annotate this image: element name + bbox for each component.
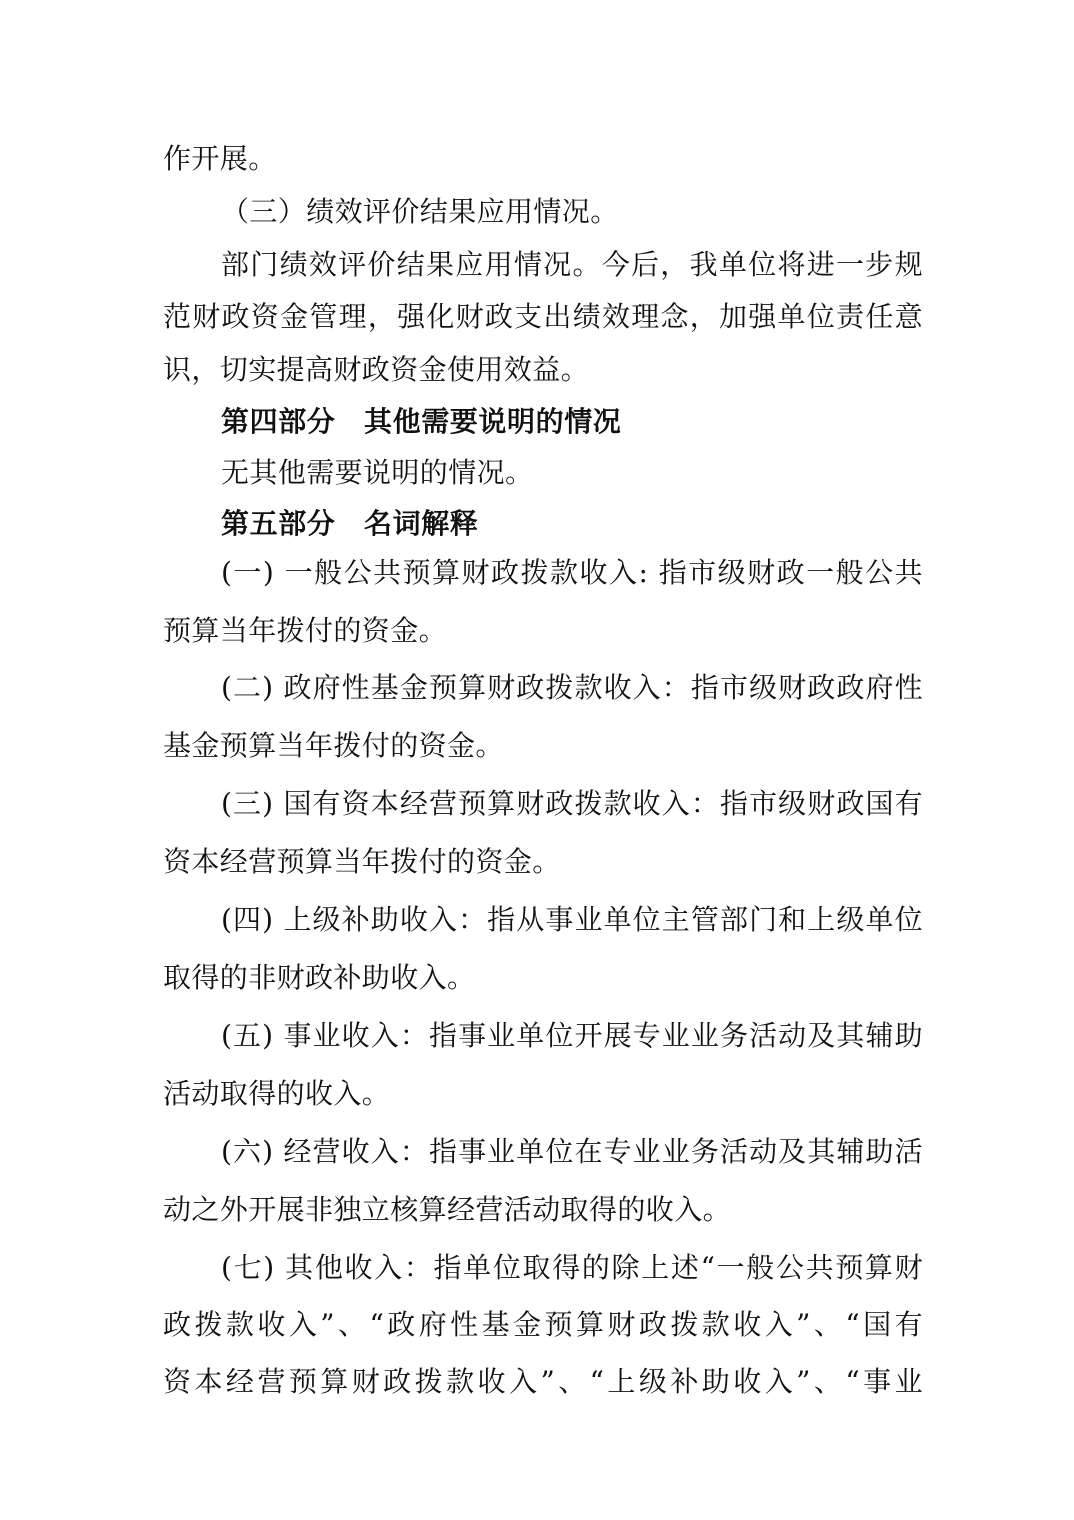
definition-line: (六) 经营收入：指事业单位在专业业务活动及其辅助活	[221, 1135, 923, 1168]
definition-line: (四) 上级补助收入：指从事业单位主管部门和上级单位	[221, 903, 923, 936]
definition-line: 活动取得的收入。	[163, 1077, 391, 1110]
subsection-heading: （三）绩效评价结果应用情况。	[221, 195, 619, 228]
definition-line: 动之外开展非独立核算经营活动取得的收入。	[163, 1193, 732, 1226]
paragraph-line: 范财政资金管理，强化财政支出绩效理念，加强单位责任意	[163, 300, 923, 333]
definition-line: 资本经营预算当年拨付的资金。	[163, 845, 561, 878]
section-heading-part-five: 第五部分 名词解释	[221, 507, 479, 540]
paragraph-line: 无其他需要说明的情况。	[221, 456, 534, 489]
paragraph-line: 识，切实提高财政资金使用效益。	[163, 353, 590, 386]
definition-line: 取得的非财政补助收入。	[163, 961, 476, 994]
definition-line: (一) 一般公共预算财政拨款收入: 指市级财政一般公共	[221, 556, 923, 589]
definition-line: 基金预算当年拨付的资金。	[163, 729, 504, 762]
section-heading-part-four: 第四部分 其他需要说明的情况	[221, 405, 622, 438]
definition-line: 预算当年拨付的资金。	[163, 614, 448, 647]
paragraph-line: 部门绩效评价结果应用情况。今后，我单位将进一步规	[221, 248, 923, 281]
definition-line: (七) 其他收入：指单位取得的除上述“一般公共预算财	[221, 1251, 923, 1284]
definition-line: 资本经营预算财政拨款收入”、“上级补助收入”、“事业	[163, 1365, 923, 1398]
paragraph-line: 作开展。	[163, 142, 277, 175]
definition-line: 政拨款收入”、“政府性基金预算财政拨款收入”、“国有	[163, 1308, 923, 1341]
definition-line: (五) 事业收入：指事业单位开展专业业务活动及其辅助	[221, 1019, 923, 1052]
definition-line: (二) 政府性基金预算财政拨款收入：指市级财政政府性	[221, 671, 923, 704]
definition-line: (三) 国有资本经营预算财政拨款收入：指市级财政国有	[221, 787, 923, 820]
